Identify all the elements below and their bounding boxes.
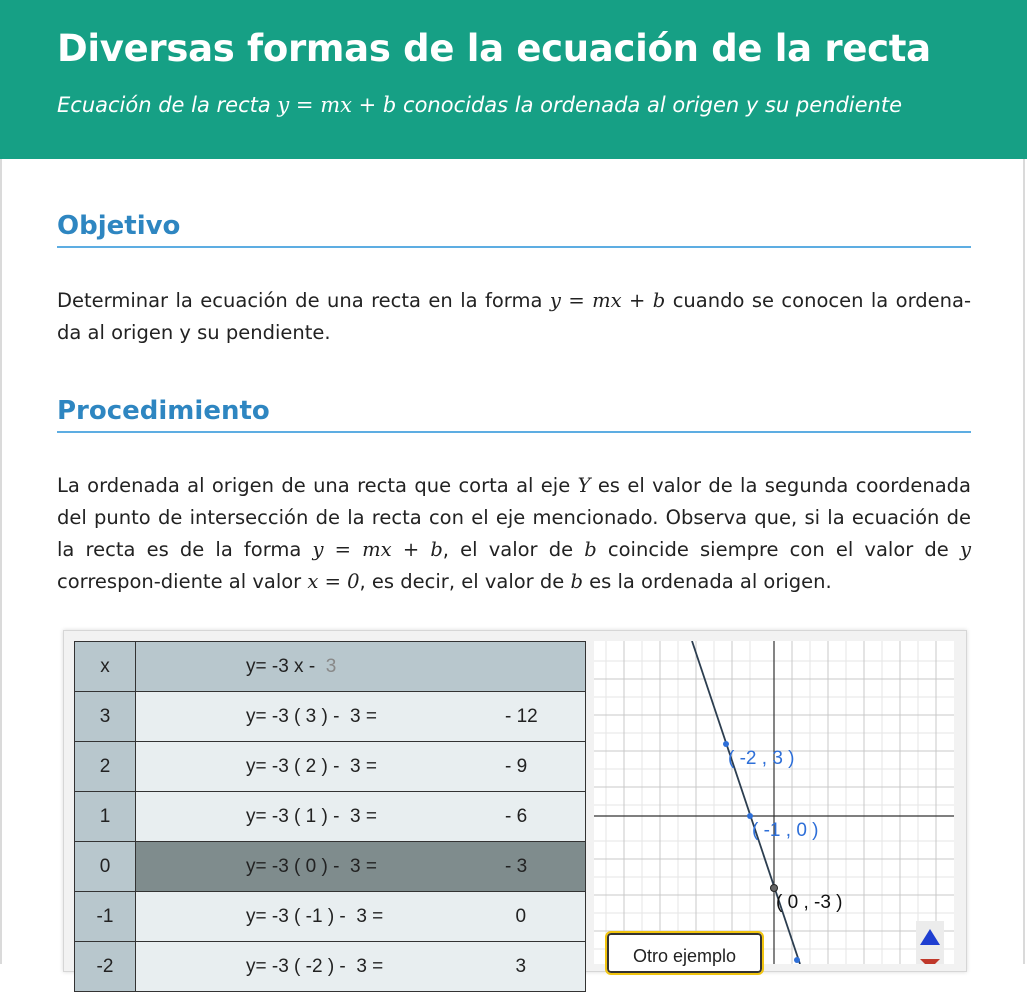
table-cell-x: 0	[75, 842, 136, 892]
table-header-x: x	[75, 642, 136, 692]
row-result: 3	[505, 956, 527, 977]
page-subtitle	[57, 93, 902, 117]
table-cell-y	[136, 742, 586, 792]
proc-eje: Y	[577, 474, 591, 497]
proc-text-1: La ordenada al origen de una recta que corta al eje	[57, 474, 578, 497]
table-row-highlighted	[75, 842, 586, 892]
proc-text-4: coincide siempre con el valor de	[596, 538, 960, 561]
otro-ejemplo-button[interactable]: Otro ejemplo	[605, 931, 764, 975]
table-cell-y	[136, 692, 586, 742]
proc-x0: x = 0	[307, 570, 360, 593]
table-cell-y	[136, 792, 586, 842]
row-result: - 3	[505, 856, 528, 877]
table-cell-y	[136, 942, 586, 992]
table-cell-x: -2	[75, 942, 136, 992]
row-result: - 6	[505, 806, 528, 827]
objetivo-text-post: cuando se conocen la ordena-da al origen y su pendiente.	[57, 289, 972, 344]
objetivo-text-pre: Determinar la ecuación de una recta en la forma	[57, 289, 550, 312]
row-expression: y= -3 ( 0 ) - 3 =	[246, 856, 377, 877]
stepper-arrows[interactable]	[916, 921, 944, 964]
stepper-svg	[916, 921, 944, 964]
row-result: - 12	[505, 706, 538, 727]
point-minus1-0[interactable]	[747, 813, 753, 819]
table-row	[75, 942, 586, 992]
header-equation: y= -3 x -	[246, 656, 321, 677]
proc-y: y	[959, 538, 971, 561]
graph-svg	[594, 641, 954, 964]
objetivo-equation: y = mx + b	[549, 289, 666, 312]
procedimiento-rule	[57, 431, 971, 433]
table-row	[75, 892, 586, 942]
function-line	[692, 641, 800, 964]
values-table	[74, 641, 586, 992]
proc-b1: b	[584, 538, 597, 561]
proc-text-3: , el valor de	[442, 538, 585, 561]
point-1-minus6[interactable]	[794, 957, 800, 963]
objetivo-rule	[57, 246, 971, 248]
proc-text-6: , es decir, el valor de	[359, 570, 571, 593]
row-expression: y= -3 ( -1 ) - 3 =	[246, 906, 384, 927]
row-result: 0	[505, 906, 527, 927]
proc-text-5: correspon-diente al valor	[57, 570, 308, 593]
proc-equation: y = mx + b	[312, 538, 443, 561]
table-cell-x: 1	[75, 792, 136, 842]
point-0-minus3[interactable]	[771, 885, 778, 892]
table-cell-x: -1	[75, 892, 136, 942]
subtitle-equation: y = mx + b	[277, 93, 397, 117]
procedimiento-text	[57, 470, 971, 598]
header-b-value: 3	[320, 656, 337, 677]
procedimiento-title: Procedimiento	[57, 396, 270, 426]
objetivo-text	[57, 285, 971, 349]
graph-view[interactable]	[594, 641, 954, 964]
table-cell-x: 3	[75, 692, 136, 742]
point-minus2-3[interactable]	[723, 741, 729, 747]
table-header-row	[75, 642, 586, 692]
point-label: ( 0 , -3 )	[776, 892, 843, 913]
subtitle-post: conocidas la ordenada al origen y su pendiente	[396, 93, 903, 117]
point-label: ( -1 , 0 )	[752, 820, 819, 841]
row-expression: y= -3 ( 1 ) - 3 =	[246, 806, 377, 827]
table-cell-y	[136, 842, 586, 892]
point-label: ( -2 , 3 )	[728, 748, 795, 769]
proc-b2: b	[570, 570, 583, 593]
page-header	[0, 0, 1027, 159]
row-result: - 9	[505, 756, 528, 777]
table-header-y	[136, 642, 586, 692]
row-expression: y= -3 ( 2 ) - 3 =	[246, 756, 377, 777]
page-title: Diversas formas de la ecuación de la recta	[57, 27, 931, 70]
table-row	[75, 742, 586, 792]
table-row	[75, 692, 586, 742]
subtitle-pre: Ecuación de la recta	[57, 93, 278, 117]
proc-text-7: es la ordenada al origen.	[582, 570, 832, 593]
objetivo-title: Objetivo	[57, 211, 181, 241]
table-cell-y	[136, 892, 586, 942]
row-expression: y= -3 ( 3 ) - 3 =	[246, 706, 377, 727]
proc-text-2: es el valor de la segunda coordenada del punto de intersección de la recta con el eje mencionado. Observa que, si la ecuación de la recta es de la forma	[57, 474, 971, 561]
table-cell-x: 2	[75, 742, 136, 792]
table-row	[75, 792, 586, 842]
row-expression: y= -3 ( -2 ) - 3 =	[246, 956, 384, 977]
